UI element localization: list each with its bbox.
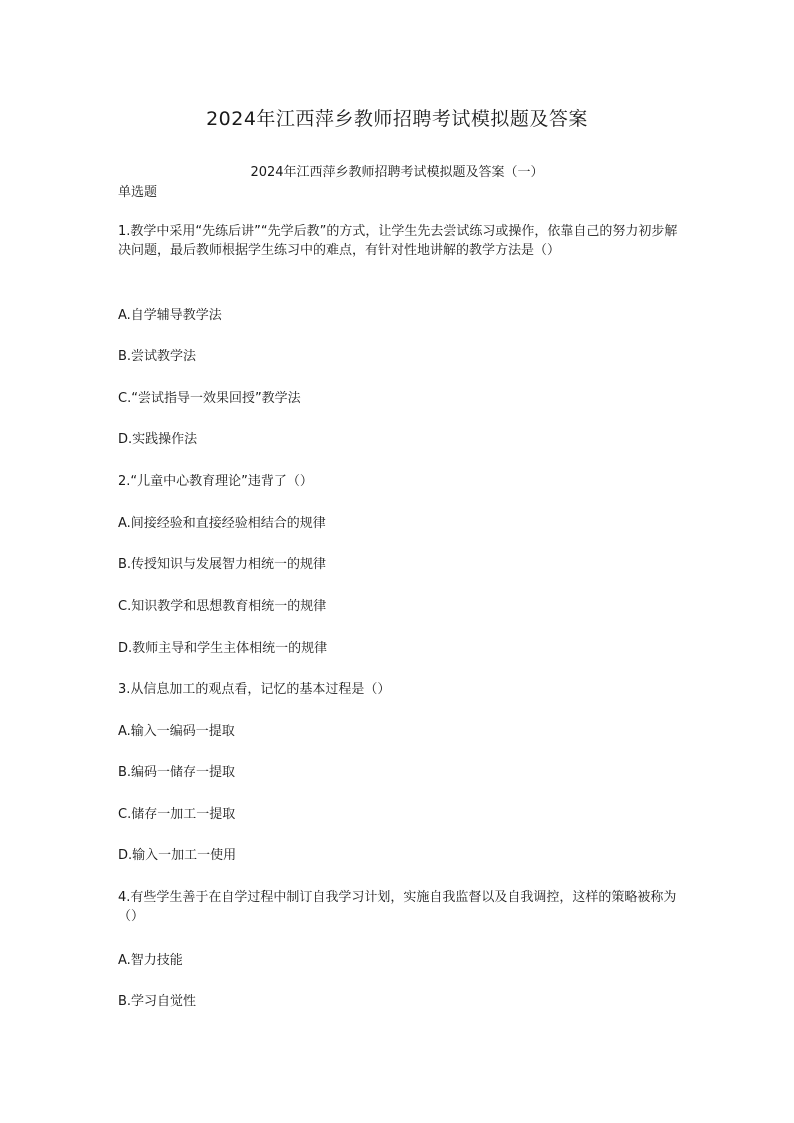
question-1-option-d: D.实践操作法: [118, 432, 198, 447]
question-2-stem: 2.“儿童中心教育理论”违背了（）: [118, 474, 313, 489]
question-3-stem: 3.从信息加工的观点看，记忆的基本过程是（）: [118, 682, 391, 697]
question-2-option-b: B.传授知识与发展智力相统一的规律: [118, 557, 327, 572]
section-heading: 单选题: [118, 185, 158, 200]
question-2-option-c: C.知识教学和思想教育相统一的规律: [118, 599, 327, 614]
question-1-stem: 1.教学中采用“先练后讲”“先学后教”的方式，让学生先去尝试练习或操作，依靠自己的努力初步解决问题，最后教师根据学生练习中的难点，有针对性地讲解的教学方法是（）: [118, 224, 678, 258]
question-1-option-c: C.“尝试指导一效果回授”教学法: [118, 391, 301, 406]
question-1-option-b: B.尝试教学法: [118, 349, 197, 364]
question-4-stem: 4.有些学生善于在自学过程中制订自我学习计划，实施自我监督以及自我调控，这样的策略被称为（）: [118, 890, 677, 924]
page-title: 2024年江西萍乡教师招聘考试模拟题及答案: [206, 108, 588, 130]
question-3-option-b: B.编码一储存一提取: [118, 765, 236, 780]
question-3-option-c: C.储存一加工一提取: [118, 807, 236, 822]
question-3-option-d: D.输入一加工一使用: [118, 848, 237, 863]
question-3-option-a: A.输入一编码一提取: [118, 724, 235, 739]
question-2-option-a: A.间接经验和直接经验相结合的规律: [118, 516, 326, 531]
question-4-option-a: A.智力技能: [118, 953, 183, 968]
question-2-option-d: D.教师主导和学生主体相统一的规律: [118, 641, 328, 656]
question-4-option-b: B.学习自觉性: [118, 994, 197, 1009]
question-1-option-a: A.自学辅导教学法: [118, 308, 222, 323]
page-subtitle: 2024年江西萍乡教师招聘考试模拟题及答案（一）: [250, 165, 544, 180]
